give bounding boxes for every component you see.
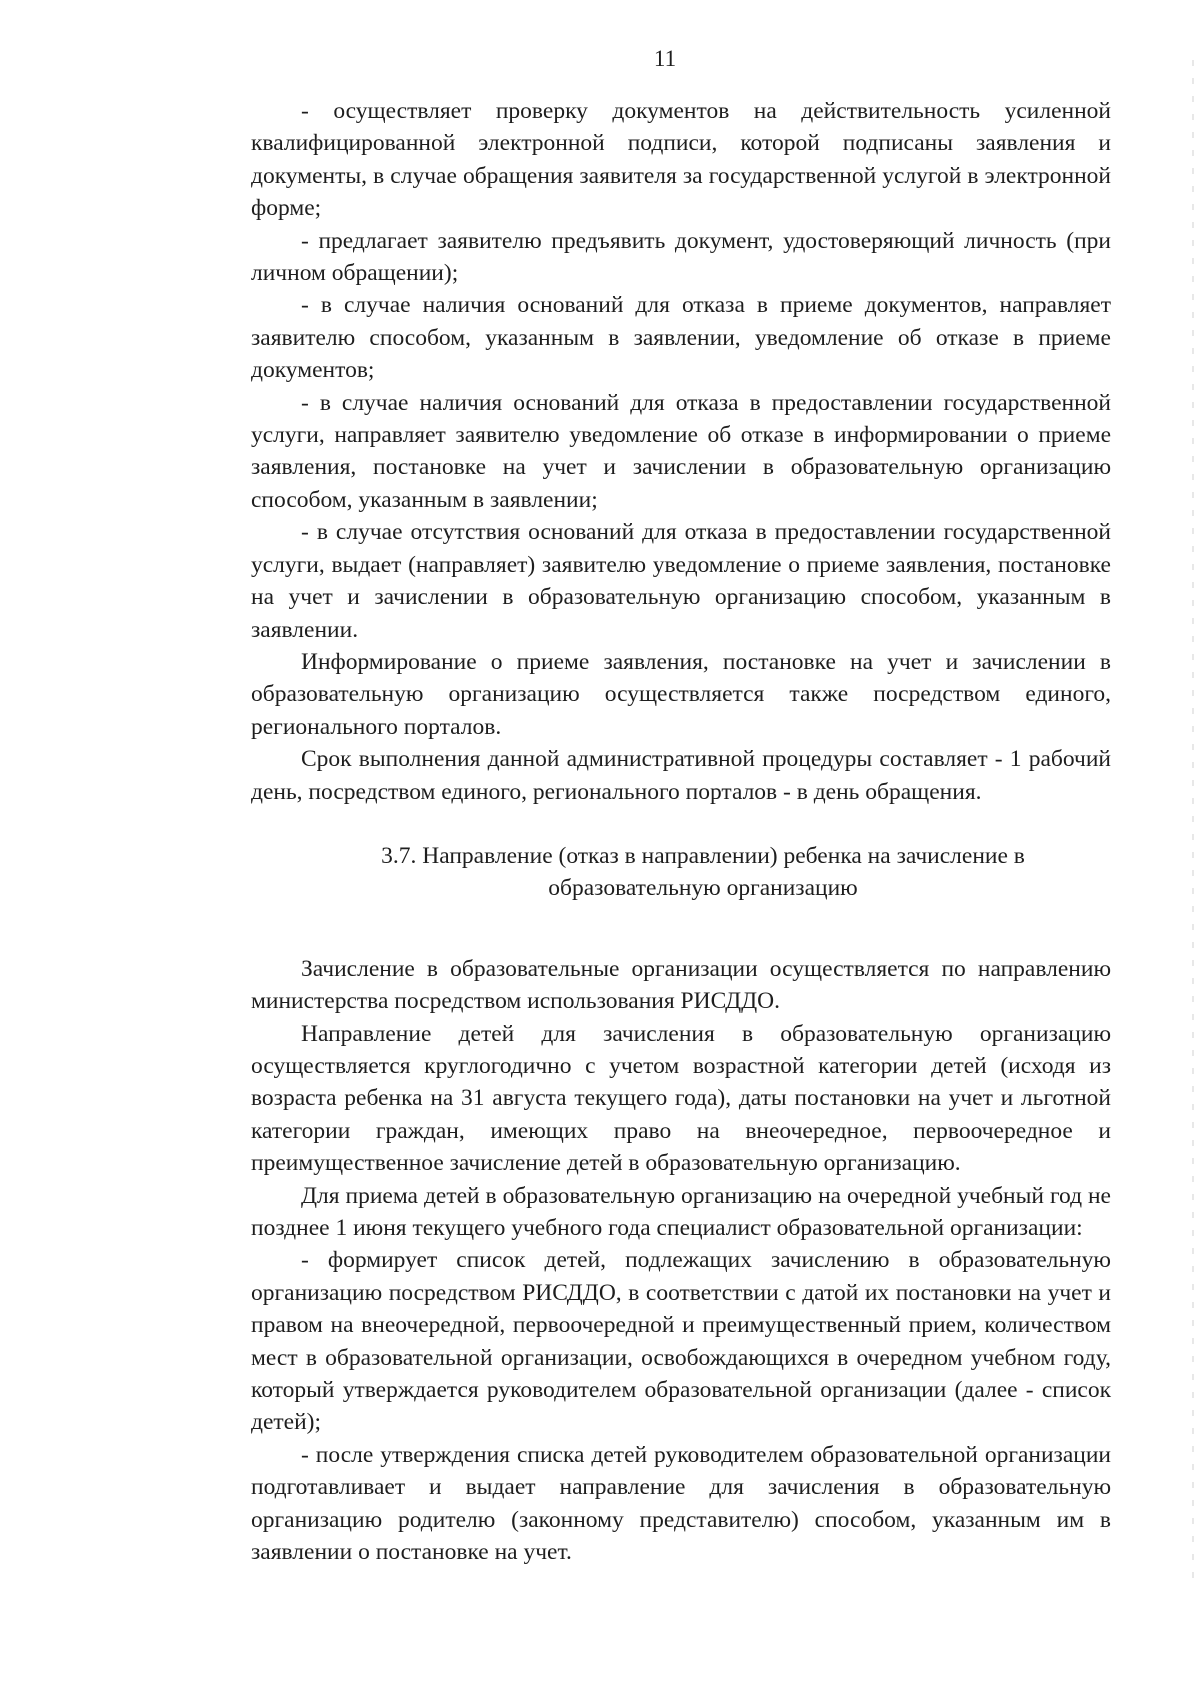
paragraph: Направление детей для зачисления в образовательную организацию осуществляется круглогодично с учетом возрастной категории детей (исходя из возраста ребенка на 31 августа текущего года), даты постановки на учет и льготной категории граждан, имеющих право на внеочередное, первоочередное и преимущественное зачисление детей в образовательную организацию.	[251, 1020, 1111, 1177]
paragraph: Информирование о приеме заявления, постановке на учет и зачислении в образовательную организацию осуществляется также посредством единого, регионального порталов.	[251, 648, 1111, 740]
paragraph: - в случае наличия оснований для отказа в предоставлении государственной услуги, направляет заявителю уведомление об отказе в информировании о приеме заявления, постановке на учет и зачислении в образовательную организацию способом, указанным в заявлении;	[251, 389, 1111, 513]
scan-edge-artifact	[1192, 60, 1194, 1580]
paragraph: - осуществляет проверку документов на действительность усиленной квалифицированной электронной подписи, которой подписаны заявления и документы, в случае обращения заявителя за государственной услугой в электронной форме;	[251, 98, 1111, 222]
paragraph: Срок выполнения данной административной процедуры составляет - 1 рабочий день, посредством единого, регионального порталов - в день обращения.	[251, 746, 1111, 805]
page-number: 11	[653, 46, 677, 71]
paragraph: - в случае наличия оснований для отказа в приеме документов, направляет заявителю способом, указанным в заявлении, уведомление об отказе в приеме документов;	[251, 292, 1111, 384]
section-heading: 3.7. Направление (отказ в направлении) ребенка на зачисление в образовательную организацию	[381, 842, 1025, 902]
paragraph: Для приема детей в образовательную организацию на очередной учебный год не позднее 1 июня текущего учебного года специалист образовательной организации:	[251, 1182, 1111, 1241]
paragraph: Зачисление в образовательные организации осуществляется по направлению министерства посредством использования РИСДДО.	[251, 955, 1111, 1015]
paragraph: - формирует список детей, подлежащих зачислению в образовательную организацию посредством РИСДДО, в соответствии с датой их постановки на учет и правом на внеочередной, первоочередной и преимущественный прием, количеством мест в образовательной организации, освобождающихся в очередном учебном году, который утверждается руководителем образовательной организации (далее - список детей);	[251, 1247, 1111, 1436]
document-body	[251, 95, 1111, 1568]
paragraph: - после утверждения списка детей руководителем образовательной организации подготавливает и выдает направление для зачисления в образовательную организацию родителю (законному представителю) способом, указанным им в заявлении о постановке на учет.	[251, 1441, 1111, 1566]
paragraph: - предлагает заявителю предъявить документ, удостоверяющий личность (при личном обращении);	[251, 227, 1111, 287]
paragraph: - в случае отсутствия оснований для отказа в предоставлении государственной услуги, выдает (направляет) заявителю уведомление о приеме заявления, постановке на учет и зачислении в образовательную организацию способом, указанным в заявлении.	[251, 519, 1111, 643]
